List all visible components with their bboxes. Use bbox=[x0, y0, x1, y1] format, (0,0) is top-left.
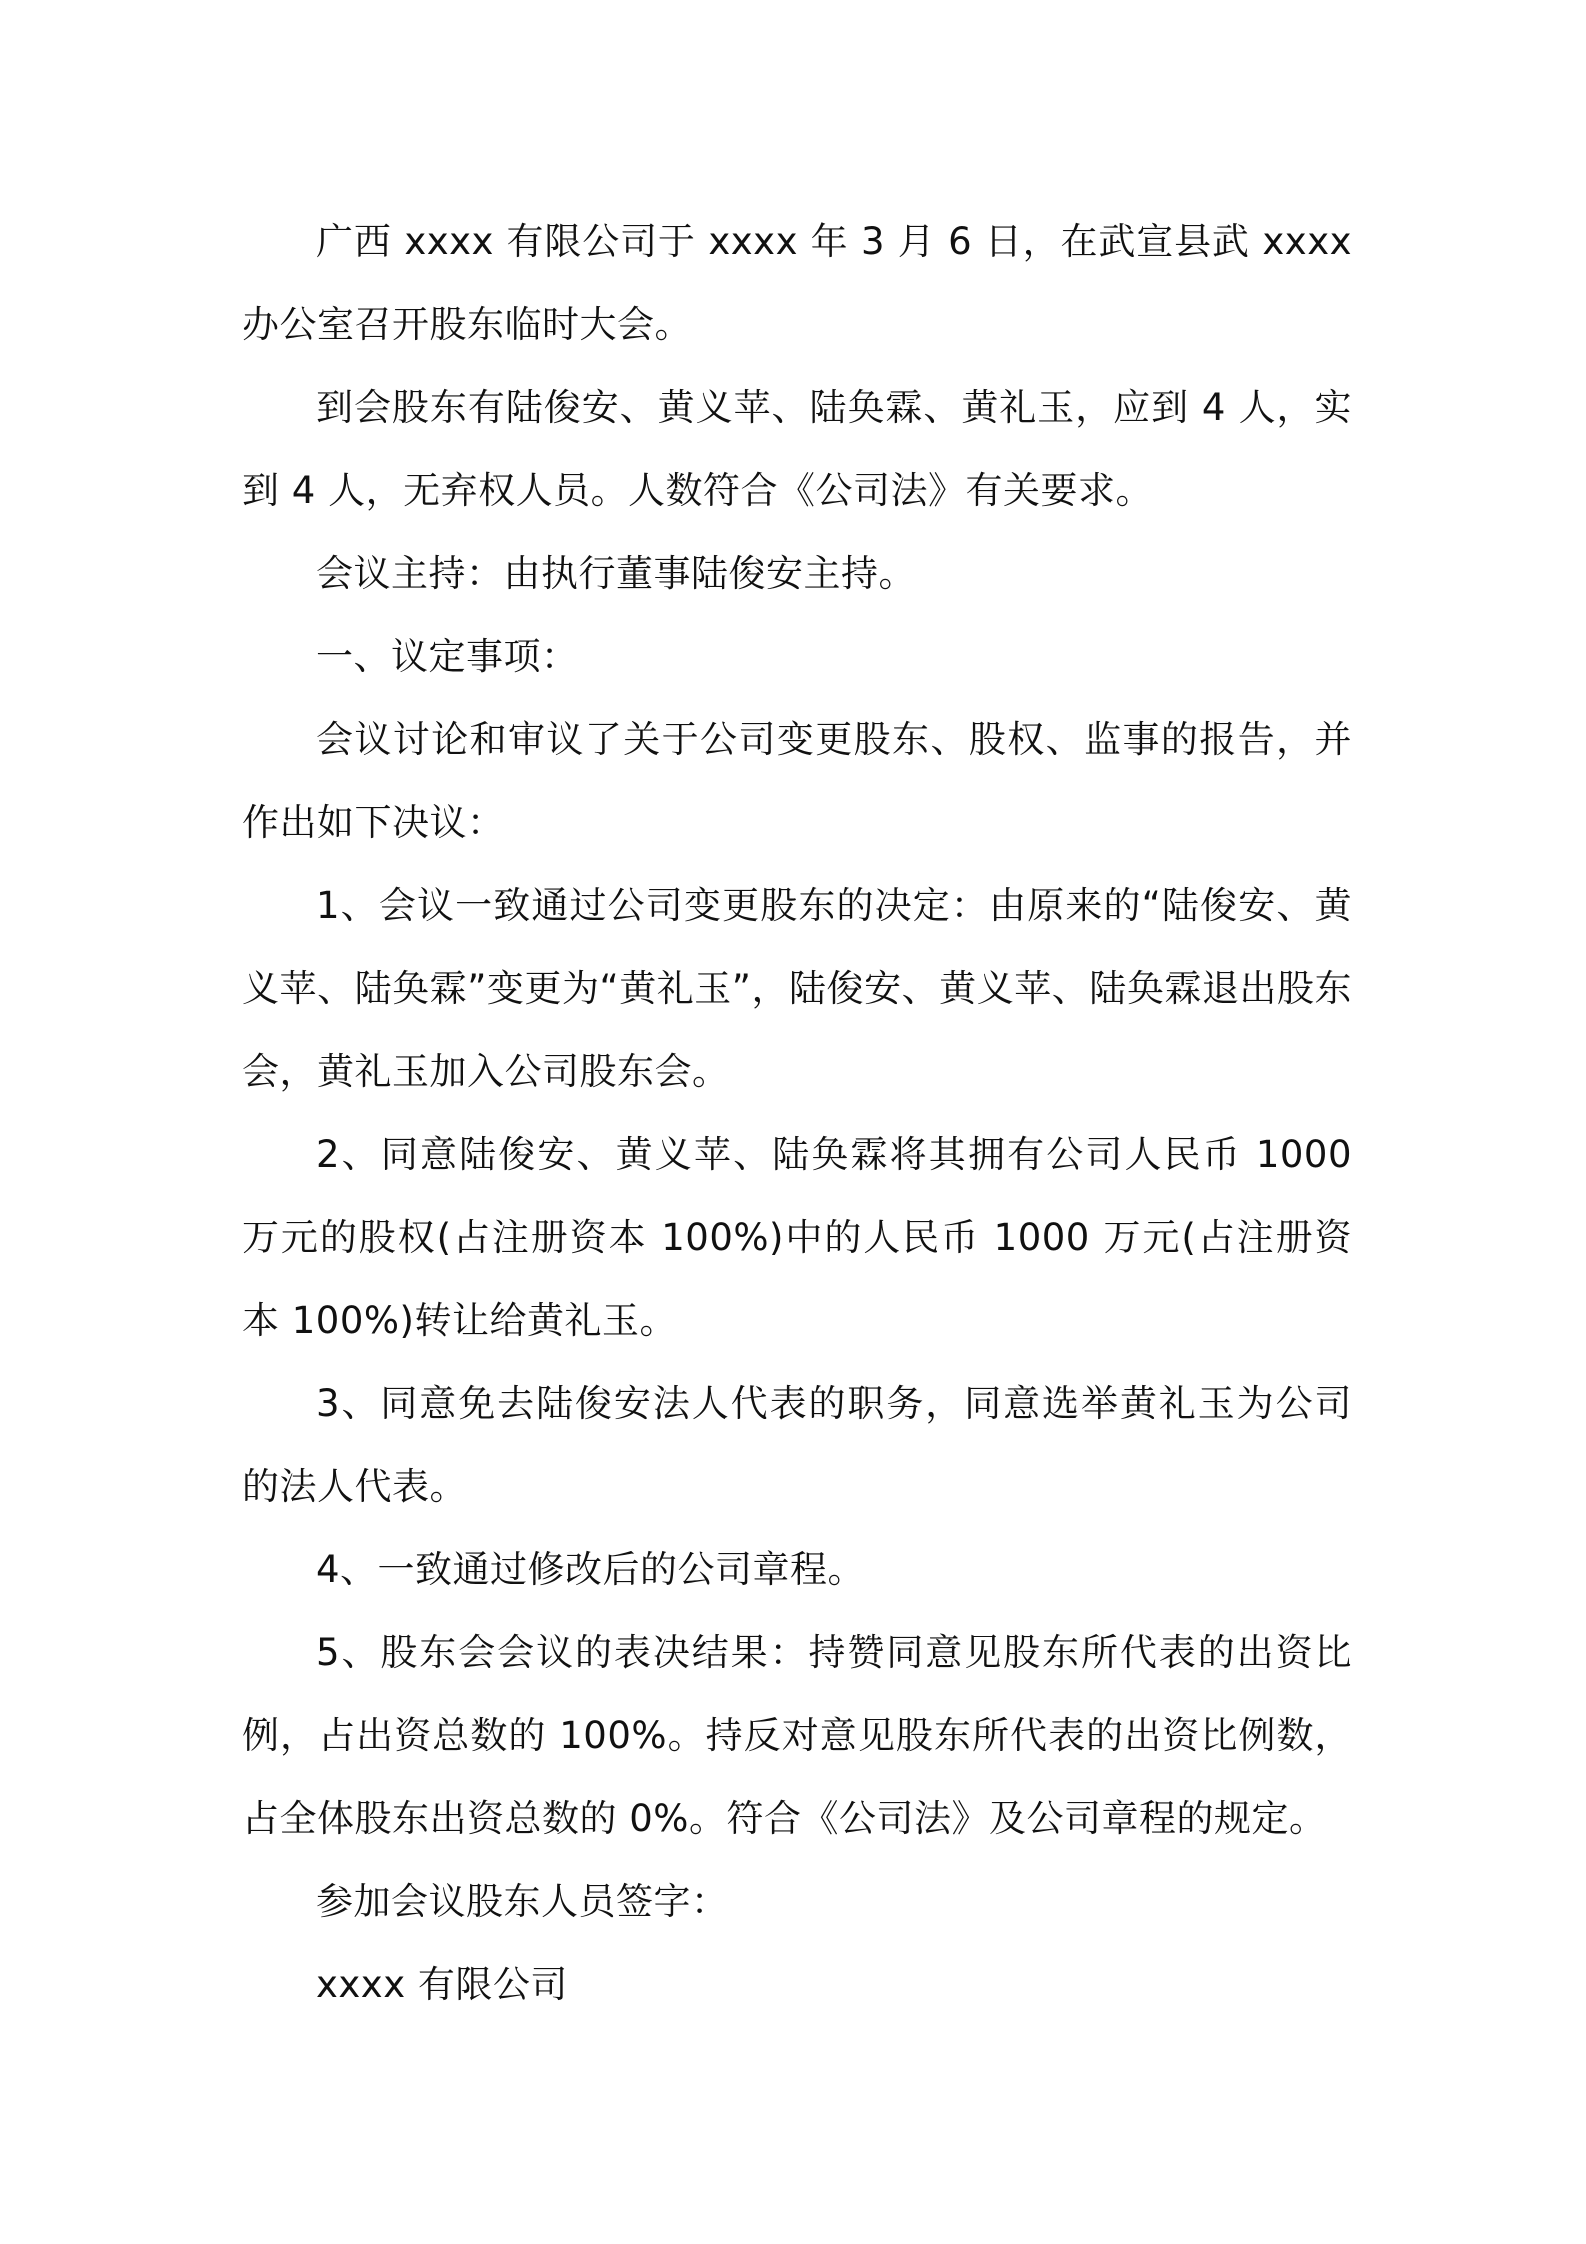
document-body bbox=[242, 200, 1352, 2026]
resolution-item-5: 5、股东会会议的表决结果：持赞同意见股东所代表的出资比例，占出资总数的 100%。持反对意见股东所代表的出资比例数，占全体股东出资总数的 0%。符合《公司法》及公司章程的规定。 bbox=[242, 1631, 1352, 1840]
paragraph-deliberation: 会议讨论和审议了关于公司变更股东、股权、监事的报告，并作出如下决议： bbox=[242, 718, 1352, 844]
paragraph-chair: 会议主持：由执行董事陆俊安主持。 bbox=[316, 552, 916, 595]
resolution-item-3: 3、同意免去陆俊安法人代表的职务，同意选举黄礼玉为公司的法人代表。 bbox=[242, 1382, 1352, 1508]
company-name: xxxx 有限公司 bbox=[316, 1963, 568, 2006]
section-heading-agenda: 一、议定事项： bbox=[316, 635, 579, 678]
resolution-item-1: 1、会议一致通过公司变更股东的决定：由原来的“陆俊安、黄义苹、陆奂霖”变更为“黄礼玉”，陆俊安、黄义苹、陆奂霖退出股东会，黄礼玉加入公司股东会。 bbox=[242, 884, 1352, 1093]
paragraph-attendance: 到会股东有陆俊安、黄义苹、陆奂霖、黄礼玉，应到 4 人，实到 4 人，无弃权人员。人数符合《公司法》有关要求。 bbox=[242, 386, 1352, 512]
signature-line: 参加会议股东人员签字： bbox=[316, 1880, 729, 1923]
resolution-item-2: 2、同意陆俊安、黄义苹、陆奂霖将其拥有公司人民币 1000 万元的股权(占注册资本 100%)中的人民币 1000 万元(占注册资本 100%)转让给黄礼玉。 bbox=[242, 1133, 1352, 1342]
resolution-item-4: 4、一致通过修改后的公司章程。 bbox=[316, 1548, 866, 1591]
paragraph-meeting-intro: 广西 xxxx 有限公司于 xxxx 年 3 月 6 日，在武宣县武 xxxx 办公室召开股东临时大会。 bbox=[242, 220, 1352, 346]
